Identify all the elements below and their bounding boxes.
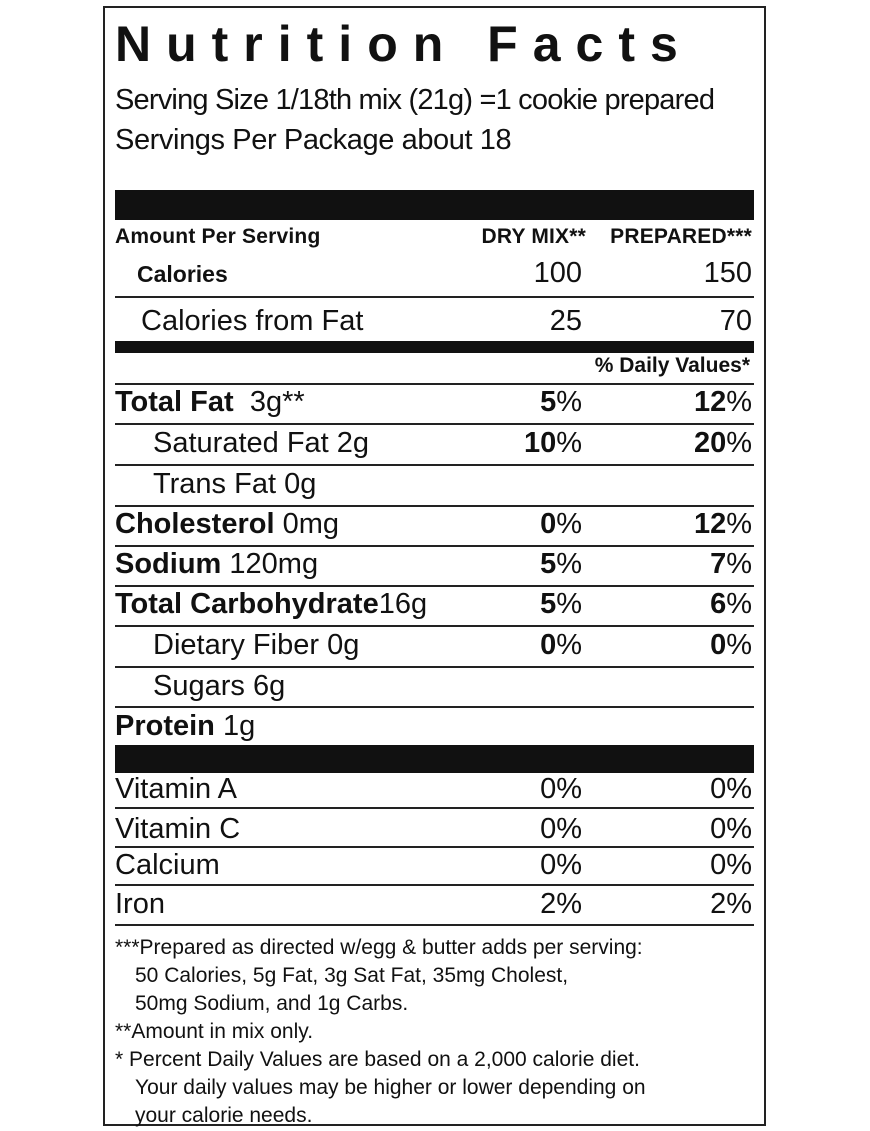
footnote-daily-values-line: Your daily values may be higher or lower depending on: [135, 1076, 646, 1099]
amount-per-serving-header: [115, 225, 754, 251]
percent-sign: %: [556, 386, 582, 418]
row-divider: [115, 383, 754, 385]
vitamin-name: Iron: [115, 888, 165, 920]
prepared-percent-value: 7: [710, 548, 727, 580]
row-divider: [115, 296, 754, 298]
nutrition-facts-label: [103, 6, 766, 1126]
dry-mix-percent-value: 5: [540, 386, 557, 418]
percent-sign: %: [726, 427, 752, 459]
calories-prepared: 150: [703, 257, 752, 289]
nutrient-amount: 0g: [284, 468, 317, 500]
vitamin-dry-percent: 2%: [540, 888, 582, 920]
vitamin-row: [115, 849, 754, 883]
nutrient-row-dietary-fiber: [115, 629, 754, 665]
nutrient-row-sugars: [115, 670, 754, 706]
label-title: Nutrition Facts: [115, 16, 693, 72]
percent-sign: %: [556, 588, 582, 620]
prepared-percent-value: 12: [693, 508, 727, 540]
vitamin-name: Vitamin C: [115, 813, 241, 845]
percent-sign: %: [556, 427, 582, 459]
vitamin-dry-percent: 0%: [540, 849, 582, 881]
nutrient-name: Trans Fat: [153, 468, 277, 500]
calories-from-fat-dry: 25: [549, 305, 582, 337]
thick-divider-top: [115, 190, 754, 220]
vitamin-name: Vitamin A: [115, 773, 237, 805]
calories-from-fat-label: Calories from Fat: [141, 305, 364, 337]
calories-dry: 100: [533, 257, 582, 289]
row-divider: [115, 423, 754, 425]
dry-mix-percent-value: 10: [523, 427, 557, 459]
nutrient-row-saturated-fat: [115, 427, 754, 463]
row-divider: [115, 464, 754, 466]
servings-per-package: Servings Per Package about 18: [115, 124, 512, 156]
nutrient-row-sodium: [115, 548, 754, 584]
row-divider: [115, 666, 754, 668]
percent-sign: %: [726, 629, 752, 661]
row-divider: [115, 625, 754, 627]
nutrient-name: Dietary Fiber: [153, 629, 319, 661]
vitamin-prepared-percent: 0%: [710, 773, 752, 805]
nutrient-amount: 0mg: [282, 508, 340, 540]
nutrient-row-cholesterol: [115, 508, 754, 544]
percent-sign: %: [726, 548, 752, 580]
row-divider: [115, 846, 754, 848]
daily-values-header: % Daily Values*: [594, 354, 750, 377]
nutrient-row-total-fat: [115, 386, 754, 422]
vitamin-prepared-percent: 0%: [710, 849, 752, 881]
footnote-prepared-line: 50mg Sodium, and 1g Carbs.: [135, 992, 409, 1015]
nutrient-name: Saturated Fat: [153, 427, 329, 459]
nutrient-row-trans-fat: [115, 468, 754, 504]
row-divider: [115, 585, 754, 587]
serving-size: Serving Size 1/18th mix (21g) =1 cookie prepared: [115, 84, 715, 116]
vitamin-row: [115, 813, 754, 847]
row-divider: [115, 884, 754, 886]
nutrient-name: Total Fat: [115, 386, 234, 418]
footnote-daily-values-line: your calorie needs.: [135, 1104, 313, 1127]
dry-mix-percent-value: 0: [540, 508, 557, 540]
percent-sign: %: [556, 629, 582, 661]
label-content: [115, 8, 754, 1127]
nutrient-amount: 6g: [252, 670, 286, 702]
nutrient-name: Sodium: [115, 548, 222, 580]
nutrient-amount: 2g: [336, 427, 370, 459]
row-divider: [115, 545, 754, 547]
dry-mix-percent-value: 5: [540, 548, 557, 580]
percent-sign: %: [726, 588, 752, 620]
dry-mix-percent-value: 0: [540, 629, 557, 661]
nutrient-name: Protein: [115, 710, 215, 742]
vitamin-dry-percent: 0%: [540, 773, 582, 805]
nutrient-name: Total Carbohydrate: [115, 588, 379, 620]
amount-per-serving-label: Amount Per Serving: [115, 225, 321, 248]
vitamin-prepared-percent: 0%: [710, 813, 752, 845]
calories-from-fat-row: [115, 305, 754, 339]
row-divider: [115, 807, 754, 809]
nutrient-name: Sugars: [153, 670, 245, 702]
row-divider: [115, 706, 754, 708]
nutrient-amount: 1g: [222, 710, 256, 742]
daily-values-header-row: [115, 354, 754, 380]
vitamin-row: [115, 888, 754, 922]
percent-sign: %: [556, 548, 582, 580]
vitamin-row: [115, 773, 754, 807]
nutrient-row-total-carbohydrate: [115, 588, 754, 624]
nutrient-row-protein: [115, 710, 754, 744]
calories-label: Calories: [137, 261, 228, 287]
footnote-daily-values: * Percent Daily Values are based on a 2,000 calorie diet.: [115, 1048, 640, 1071]
row-divider: [115, 924, 754, 926]
thick-divider-vitamins: [115, 745, 754, 773]
vitamin-name: Calcium: [115, 849, 220, 881]
dry-mix-percent-value: 5: [540, 588, 557, 620]
percent-sign: %: [726, 386, 752, 418]
prepared-percent-value: 6: [710, 588, 727, 620]
vitamin-prepared-percent: 2%: [710, 888, 752, 920]
calories-row: [115, 257, 754, 291]
footnote-prepared-line: 50 Calories, 5g Fat, 3g Sat Fat, 35mg Cholest,: [135, 964, 569, 987]
footnote-amount-in-mix: **Amount in mix only.: [115, 1020, 314, 1043]
vitamin-dry-percent: 0%: [540, 813, 582, 845]
medium-divider: [115, 341, 754, 353]
prepared-percent-value: 20: [693, 427, 727, 459]
nutrient-amount: 0g: [327, 629, 360, 661]
percent-sign: %: [726, 508, 752, 540]
prepared-percent-value: 12: [693, 386, 727, 418]
dry-mix-column-header: DRY MIX**: [481, 225, 586, 248]
nutrient-amount: 16g: [378, 588, 428, 620]
nutrient-amount: 3g**: [249, 386, 305, 418]
calories-from-fat-prepared: 70: [719, 305, 752, 337]
footnote-prepared: ***Prepared as directed w/egg & butter adds per serving:: [115, 936, 643, 959]
nutrient-amount: 120mg: [229, 548, 319, 580]
prepared-percent-value: 0: [710, 629, 727, 661]
percent-sign: %: [556, 508, 582, 540]
nutrient-name: Cholesterol: [115, 508, 275, 540]
prepared-column-header: PREPARED***: [610, 225, 752, 248]
row-divider: [115, 505, 754, 507]
